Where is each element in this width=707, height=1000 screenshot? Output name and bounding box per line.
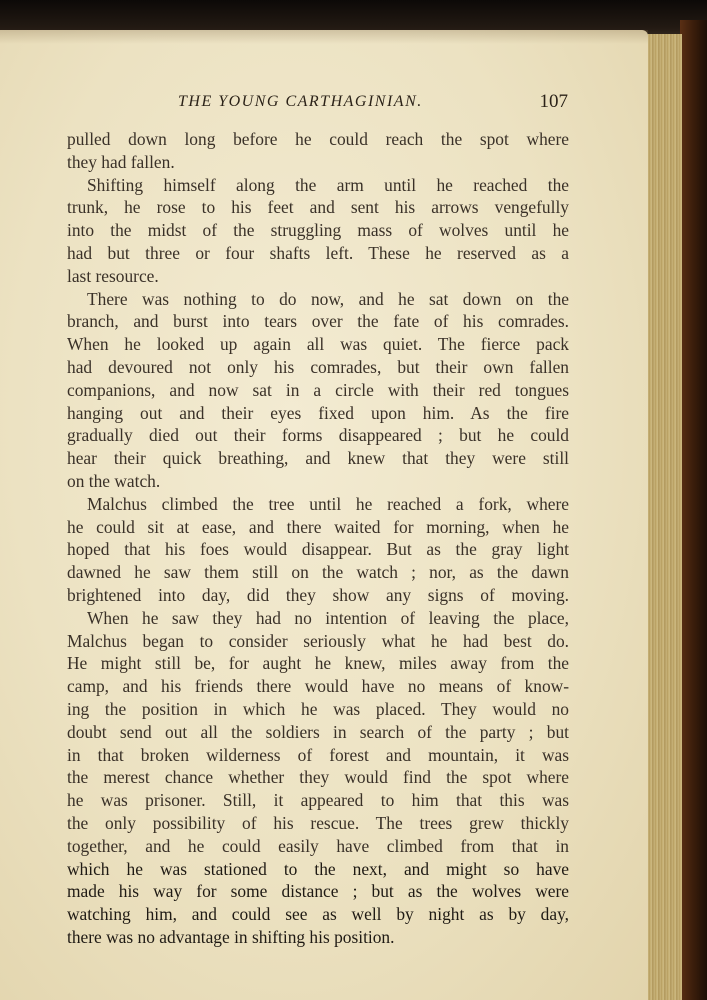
- text-line: When he looked up again all was quiet. The fierce pack: [67, 334, 569, 355]
- text-line: on the watch.: [67, 470, 161, 491]
- text-line: He might still be, for aught he knew, miles away from the: [67, 653, 569, 674]
- text-line: dawned he saw them still on the watch ; nor, as the dawn: [67, 562, 569, 583]
- text-line: he could sit at ease, and there waited for morning, when he: [67, 516, 569, 537]
- text-line: had devoured not only his comrades, but their own fallen: [67, 356, 569, 377]
- text-line: companions, and now sat in a circle with their red tongues: [67, 379, 569, 400]
- text-line: they had fallen.: [67, 151, 175, 172]
- text-line: ing the position in which he was placed. They would no: [67, 698, 569, 719]
- text-line: the merest chance whether they would find the spot where: [67, 767, 569, 788]
- text-line: Malchus began to consider seriously what he had best do.: [67, 630, 569, 651]
- page-number: 107: [539, 91, 568, 112]
- text-line: together, and he could easily have climbed from that in: [67, 835, 569, 856]
- text-line: When he saw they had no intention of leaving the place,: [87, 607, 569, 628]
- text-line: branch, and burst into tears over the fate of his comrades.: [67, 311, 569, 332]
- text-line: the only possibility of his rescue. The trees grew thickly: [67, 812, 569, 833]
- page-top-shadow: [0, 30, 648, 44]
- text-line: pulled down long before he could reach the spot where: [67, 129, 569, 149]
- text-line: hanging out and their eyes fixed upon him. As the fire: [67, 402, 569, 423]
- text-line: made his way for some distance ; but as the wolves were: [67, 881, 569, 902]
- text-line: camp, and his friends there would have no means of know-: [67, 676, 569, 697]
- text-line: hoped that his foes would disappear. But as the gray light: [67, 539, 569, 560]
- body-text: [67, 128, 569, 949]
- text-line: There was nothing to do now, and he sat down on the: [87, 288, 569, 309]
- page-stack-edge: [642, 34, 682, 1000]
- text-line: which he was stationed to the next, and might so have: [67, 858, 569, 879]
- book-cover-edge: [680, 20, 707, 1000]
- text-line: gradually died out their forms disappeared ; but he could: [67, 425, 569, 446]
- running-title: THE YOUNG CARTHAGINIAN.: [178, 93, 423, 110]
- text-line: trunk, he rose to his feet and sent his arrows vengefully: [67, 197, 569, 218]
- text-line: into the midst of the struggling mass of wolves until he: [67, 220, 569, 241]
- text-line: last resource.: [67, 265, 159, 286]
- text-line: doubt send out all the soldiers in search of the party ; but: [67, 721, 569, 742]
- text-line: he was prisoner. Still, it appeared to him that this was: [67, 790, 569, 811]
- text-line: there was no advantage in shifting his position.: [67, 926, 395, 947]
- text-line: Shifting himself along the arm until he reached the: [87, 174, 569, 195]
- text-line: had but three or four shafts left. These he reserved as a: [67, 242, 569, 263]
- text-line: brightened into day, did they show any signs of moving.: [67, 584, 569, 605]
- text-line: watching him, and could see as well by night as by day,: [67, 904, 569, 925]
- page-header: [66, 93, 568, 117]
- text-line: hear their quick breathing, and knew that they were still: [67, 448, 569, 469]
- text-line: in that broken wilderness of forest and mountain, it was: [67, 744, 569, 765]
- text-line: Malchus climbed the tree until he reached a fork, where: [87, 493, 569, 514]
